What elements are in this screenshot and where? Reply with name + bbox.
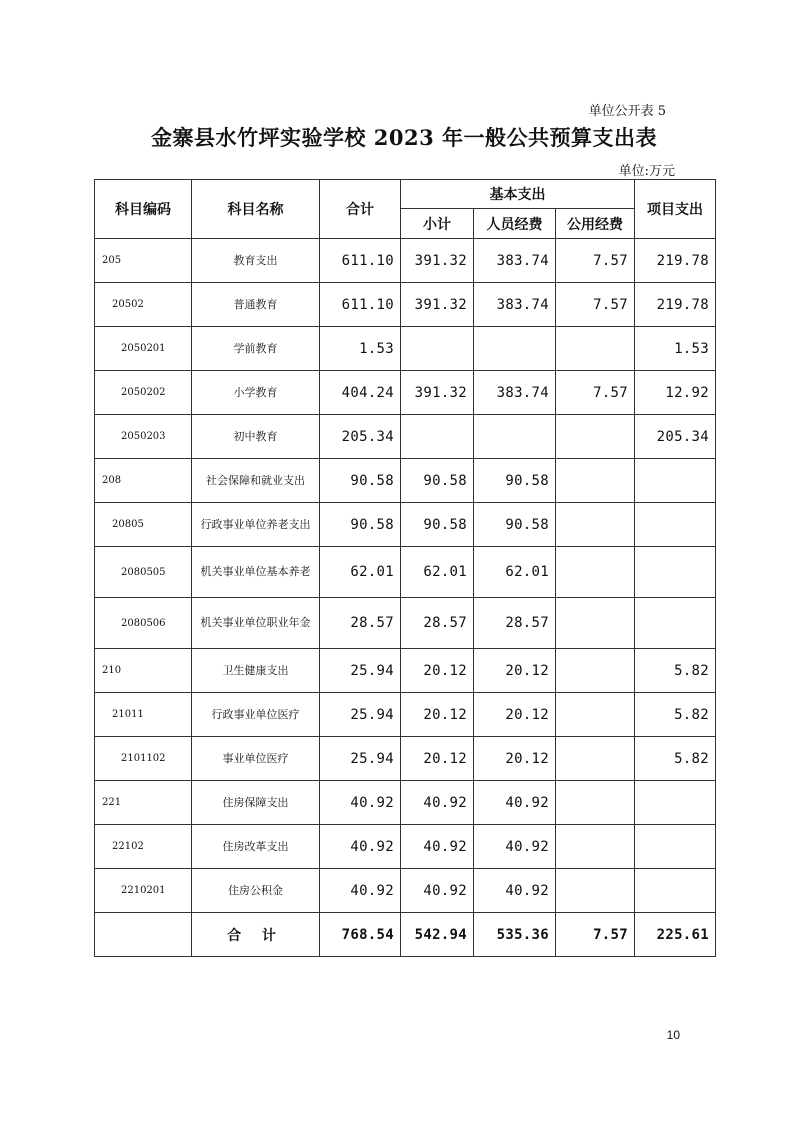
row-personnel: 40.92 bbox=[474, 869, 556, 913]
row-total: 25.94 bbox=[320, 649, 401, 693]
table-row bbox=[95, 781, 716, 825]
row-name: 初中教育 bbox=[192, 415, 320, 459]
row-total: 25.94 bbox=[320, 737, 401, 781]
row-code: 22102 bbox=[95, 825, 192, 869]
row-project: 5.82 bbox=[635, 737, 716, 781]
totals-project: 225.61 bbox=[635, 913, 716, 957]
table-row bbox=[95, 547, 716, 598]
header-basic: 基本支出 bbox=[401, 180, 635, 209]
table-row bbox=[95, 825, 716, 869]
row-project: 5.82 bbox=[635, 693, 716, 737]
row-personnel: 40.92 bbox=[474, 825, 556, 869]
row-public: 7.57 bbox=[556, 283, 635, 327]
row-public bbox=[556, 737, 635, 781]
row-public bbox=[556, 649, 635, 693]
header-public: 公用经费 bbox=[556, 209, 635, 239]
row-subtotal: 391.32 bbox=[401, 239, 474, 283]
row-subtotal: 391.32 bbox=[401, 283, 474, 327]
row-personnel: 90.58 bbox=[474, 503, 556, 547]
row-name: 教育支出 bbox=[192, 239, 320, 283]
totals-label: 合 计 bbox=[192, 913, 320, 957]
row-public bbox=[556, 547, 635, 598]
unit-label: 单位:万元 bbox=[618, 164, 675, 179]
row-public bbox=[556, 459, 635, 503]
totals-total: 768.54 bbox=[320, 913, 401, 957]
row-total: 25.94 bbox=[320, 693, 401, 737]
form-number: 单位公开表 5 bbox=[588, 104, 666, 119]
row-subtotal bbox=[401, 327, 474, 371]
row-project bbox=[635, 503, 716, 547]
budget-table bbox=[94, 179, 716, 957]
row-subtotal: 90.58 bbox=[401, 459, 474, 503]
row-project bbox=[635, 598, 716, 649]
page-title: 金寨县水竹坪实验学校 2023 年一般公共预算支出表 bbox=[150, 125, 658, 150]
table-row bbox=[95, 649, 716, 693]
table-row bbox=[95, 693, 716, 737]
row-personnel: 383.74 bbox=[474, 371, 556, 415]
row-personnel: 20.12 bbox=[474, 737, 556, 781]
table-row bbox=[95, 598, 716, 649]
row-personnel: 62.01 bbox=[474, 547, 556, 598]
row-code: 208 bbox=[95, 459, 192, 503]
row-name: 住房公积金 bbox=[192, 869, 320, 913]
table-row bbox=[95, 371, 716, 415]
row-public: 7.57 bbox=[556, 371, 635, 415]
row-total: 90.58 bbox=[320, 503, 401, 547]
row-total: 90.58 bbox=[320, 459, 401, 503]
row-personnel bbox=[474, 415, 556, 459]
row-total: 62.01 bbox=[320, 547, 401, 598]
row-total: 40.92 bbox=[320, 869, 401, 913]
row-public bbox=[556, 327, 635, 371]
row-code: 2050201 bbox=[95, 327, 192, 371]
row-total: 40.92 bbox=[320, 825, 401, 869]
row-total: 611.10 bbox=[320, 283, 401, 327]
row-name: 卫生健康支出 bbox=[192, 649, 320, 693]
row-project: 1.53 bbox=[635, 327, 716, 371]
row-code: 20502 bbox=[95, 283, 192, 327]
row-name: 事业单位医疗 bbox=[192, 737, 320, 781]
row-subtotal: 90.58 bbox=[401, 503, 474, 547]
row-project bbox=[635, 869, 716, 913]
table-row bbox=[95, 869, 716, 913]
row-name: 住房改革支出 bbox=[192, 825, 320, 869]
row-total: 28.57 bbox=[320, 598, 401, 649]
row-personnel: 90.58 bbox=[474, 459, 556, 503]
row-name: 机关事业单位基本养老 bbox=[192, 547, 320, 598]
row-code: 2050203 bbox=[95, 415, 192, 459]
row-subtotal: 28.57 bbox=[401, 598, 474, 649]
row-personnel: 20.12 bbox=[474, 693, 556, 737]
row-name: 住房保障支出 bbox=[192, 781, 320, 825]
row-subtotal: 20.12 bbox=[401, 693, 474, 737]
row-code: 2050202 bbox=[95, 371, 192, 415]
row-code: 2101102 bbox=[95, 737, 192, 781]
totals-subtotal: 542.94 bbox=[401, 913, 474, 957]
row-personnel: 383.74 bbox=[474, 239, 556, 283]
page-number: 10 bbox=[666, 1028, 680, 1042]
table-row bbox=[95, 415, 716, 459]
row-personnel bbox=[474, 327, 556, 371]
row-subtotal: 40.92 bbox=[401, 781, 474, 825]
row-name: 小学教育 bbox=[192, 371, 320, 415]
totals-row bbox=[95, 913, 716, 957]
table-row bbox=[95, 503, 716, 547]
row-public bbox=[556, 503, 635, 547]
row-project: 12.92 bbox=[635, 371, 716, 415]
row-public bbox=[556, 869, 635, 913]
row-public bbox=[556, 693, 635, 737]
row-total: 40.92 bbox=[320, 781, 401, 825]
row-public: 7.57 bbox=[556, 239, 635, 283]
table-row bbox=[95, 737, 716, 781]
row-subtotal: 62.01 bbox=[401, 547, 474, 598]
row-name: 社会保障和就业支出 bbox=[192, 459, 320, 503]
row-name: 行政事业单位养老支出 bbox=[192, 503, 320, 547]
header-total: 合计 bbox=[320, 180, 401, 239]
row-project bbox=[635, 459, 716, 503]
row-code: 2080506 bbox=[95, 598, 192, 649]
row-project bbox=[635, 825, 716, 869]
row-total: 611.10 bbox=[320, 239, 401, 283]
row-subtotal: 20.12 bbox=[401, 737, 474, 781]
row-project bbox=[635, 781, 716, 825]
totals-public: 7.57 bbox=[556, 913, 635, 957]
header-code: 科目编码 bbox=[95, 180, 192, 239]
row-subtotal: 40.92 bbox=[401, 869, 474, 913]
row-total: 404.24 bbox=[320, 371, 401, 415]
row-public bbox=[556, 781, 635, 825]
row-personnel: 383.74 bbox=[474, 283, 556, 327]
row-code: 20805 bbox=[95, 503, 192, 547]
row-subtotal: 40.92 bbox=[401, 825, 474, 869]
row-project bbox=[635, 547, 716, 598]
row-total: 205.34 bbox=[320, 415, 401, 459]
row-personnel: 28.57 bbox=[474, 598, 556, 649]
row-personnel: 40.92 bbox=[474, 781, 556, 825]
row-personnel: 20.12 bbox=[474, 649, 556, 693]
header-project: 项目支出 bbox=[635, 180, 716, 239]
row-code: 205 bbox=[95, 239, 192, 283]
row-code: 2080505 bbox=[95, 547, 192, 598]
table-row bbox=[95, 239, 716, 283]
row-total: 1.53 bbox=[320, 327, 401, 371]
row-code: 210 bbox=[95, 649, 192, 693]
header-subtotal: 小计 bbox=[401, 209, 474, 239]
row-name: 普通教育 bbox=[192, 283, 320, 327]
row-code: 2210201 bbox=[95, 869, 192, 913]
row-subtotal bbox=[401, 415, 474, 459]
totals-personnel: 535.36 bbox=[474, 913, 556, 957]
row-project: 205.34 bbox=[635, 415, 716, 459]
row-code: 221 bbox=[95, 781, 192, 825]
row-name: 机关事业单位职业年金 bbox=[192, 598, 320, 649]
row-subtotal: 20.12 bbox=[401, 649, 474, 693]
header-name: 科目名称 bbox=[192, 180, 320, 239]
table-row bbox=[95, 459, 716, 503]
header-personnel: 人员经费 bbox=[474, 209, 556, 239]
row-public bbox=[556, 598, 635, 649]
row-project: 219.78 bbox=[635, 283, 716, 327]
table-row bbox=[95, 283, 716, 327]
row-name: 行政事业单位医疗 bbox=[192, 693, 320, 737]
row-code: 21011 bbox=[95, 693, 192, 737]
row-project: 219.78 bbox=[635, 239, 716, 283]
totals-code-empty bbox=[95, 913, 192, 957]
table-row bbox=[95, 327, 716, 371]
row-public bbox=[556, 415, 635, 459]
row-public bbox=[556, 825, 635, 869]
row-name: 学前教育 bbox=[192, 327, 320, 371]
row-subtotal: 391.32 bbox=[401, 371, 474, 415]
row-project: 5.82 bbox=[635, 649, 716, 693]
